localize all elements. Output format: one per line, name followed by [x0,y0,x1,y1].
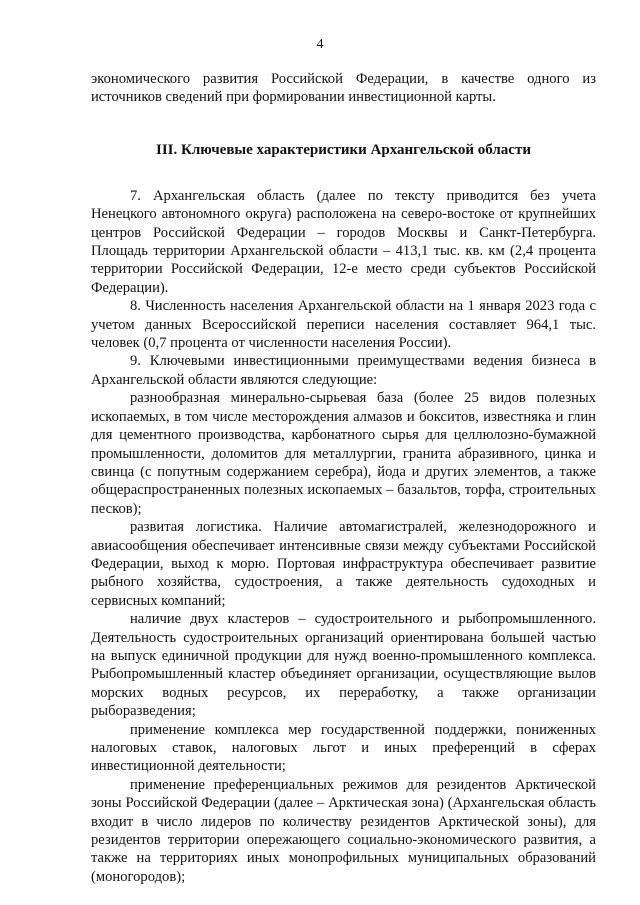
list-item-mineral-resource-base: разнообразная минерально-сырьевая база (более 25 видов полезных ископаемых, в том числе месторождения алмазов и бокситов, известняка и глин для цементного производства, карбонатного сырья для целлюлозно-бумажной промышленности, доломитов для металлургии, гранита абразивного, цинка и свинца (с попутным содержанием серебра), йода и других элементов, а также общераспространенных полезных ископаемых – базальтов, торфа, строительных песков); [91,390,596,517]
list-item-two-clusters: наличие двух кластеров – судостроительного и рыбопромышленного. Деятельность судостроительных организаций ориентирована большей частью на выпуск единичной продукции для нужд военно-промышленного комплекса. Рыбопромышленный кластер объединяет организации, осуществляющие вылов морских водных ресурсов, их переработку, а также организации рыборазведения; [91,611,596,720]
list-item-preferential-regimes: применение преференциальных режимов для резидентов Арктической зоны Российской Федерации (далее – Арктическая зона) (Архангельская область входит в число лидеров по количеству резидентов Арктической зоны), для резидентов территории опережающего социально-экономического развития, а также на территориях иных монопрофильных муниципальных образований (моногородов); [91,776,596,885]
list-item-state-support-measures: применение комплекса мер государственной поддержки, пониженных налоговых ставок, налоговых льгот и иных преференций в сферах инвестиционной деятельности; [91,721,596,775]
page-content [91,70,596,886]
section-heading: III. Ключевые характеристики Архангельской области [156,141,531,158]
page-number: 4 [316,37,324,52]
intro-paragraph-fragment: экономического развития Российской Федерации, в качестве одного из источников сведений при формировании инвестиционной карты. [91,71,596,106]
paragraph-7-location-area: 7. Архангельская область (далее по тексту приводится без учета Ненецкого автономного округа) расположена на северо-востоке от крупнейших центров Российской Федерации – городов Москвы и Санкт-Петербурга. Площадь территории Архангельской области – 413,1 тыс. кв. км (2,4 процента территории Российской Федерации, 12-е место среди субъектов Российской Федерации). [91,187,596,296]
paragraph-9-investment-advantages: 9. Ключевыми инвестиционными преимуществами ведения бизнеса в Архангельской области являются следующие: [91,353,596,388]
paragraph-8-population: 8. Численность населения Архангельской области на 1 января 2023 года с учетом данных Всероссийской переписи населения составляет 964,1 тыс. человек (0,7 процента от численности населения России). [91,298,596,352]
list-item-developed-logistics: развитая логистика. Наличие автомагистралей, железнодорожного и авиасообщения обеспечивает интенсивные связи между субъектами Российской Федерации, выход к морю. Портовая инфраструктура обеспечивает развитие рыбного хозяйства, судостроения, а также деятельность судоходных и сервисных компаний; [91,519,596,609]
